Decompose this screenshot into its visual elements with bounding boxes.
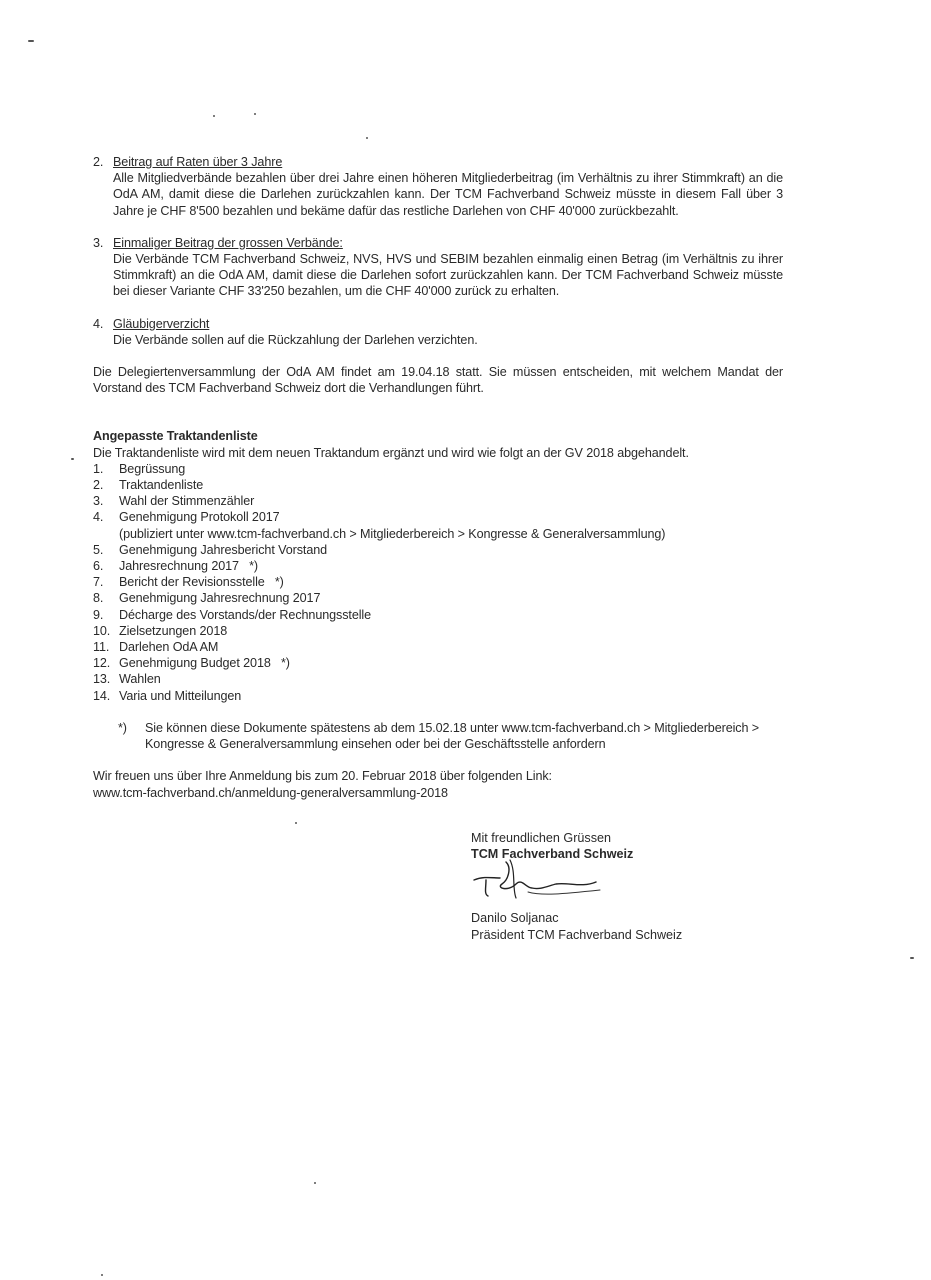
delegates-paragraph: Die Delegiertenversammlung der OdA AM findet am 19.04.18 statt. Sie müssen entscheiden, mit welchem Mandat der Vorstand des TCM Fachverband Schweiz dort die Verhandlungen führt. — [93, 365, 783, 396]
handwritten-signature — [472, 858, 612, 906]
agenda-item-text: Genehmigung Jahresrechnung 2017 — [119, 591, 321, 606]
signatory-name: Danilo Soljanac — [471, 911, 559, 926]
scan-speck — [28, 40, 34, 42]
agenda-item — [93, 671, 783, 687]
agenda-item-number: 9. — [93, 607, 104, 622]
agenda-item-text: Wahlen — [119, 672, 161, 687]
agenda-footnote — [93, 720, 783, 752]
agenda-item-number: 3. — [93, 494, 104, 509]
agenda-item-text: Genehmigung Jahresbericht Vorstand — [119, 542, 328, 557]
agenda-item — [93, 655, 783, 671]
option-item-4 — [93, 316, 783, 348]
signatory-role: Präsident TCM Fachverband Schweiz — [471, 927, 683, 942]
agenda-item — [93, 493, 783, 509]
agenda-item — [93, 509, 783, 541]
agenda-item-number: 1. — [93, 461, 104, 476]
agenda-heading: Angepasste Traktandenliste — [93, 429, 258, 444]
option-item-3 — [93, 235, 783, 300]
agenda-item — [93, 574, 783, 590]
scan-speck — [254, 113, 256, 115]
option-title: Beitrag auf Raten über 3 Jahre — [113, 155, 283, 169]
agenda-item-text: Jahresrechnung 2017 *) — [119, 559, 259, 574]
agenda-item-text: Genehmigung Protokoll 2017 — [119, 510, 280, 525]
agenda-item — [93, 558, 783, 574]
agenda-item — [93, 461, 783, 477]
agenda-item-number: 7. — [93, 575, 104, 590]
agenda-item-number: 12. — [93, 656, 111, 671]
option-item-2 — [93, 154, 783, 219]
option-number: 4. — [93, 316, 104, 331]
agenda-item-text: Wahl der Stimmenzähler — [119, 494, 255, 509]
scan-speck — [101, 1274, 103, 1276]
scan-speck — [910, 957, 914, 959]
agenda-item-text: Zielsetzungen 2018 — [119, 623, 228, 638]
agenda-item — [93, 623, 783, 639]
scan-speck — [314, 1182, 316, 1184]
option-number: 2. — [93, 155, 104, 169]
agenda-intro: Die Traktandenliste wird mit dem neuen Traktandum ergänzt und wird wie folgt an der GV 2018 abgehandelt. — [93, 445, 689, 460]
agenda-item — [93, 477, 783, 493]
agenda-item-subtext: (publiziert unter www.tcm-fachverband.ch > Mitgliederbereich > Kongresse & Generalversammlung) — [119, 526, 666, 541]
footnote-text: Sie können diese Dokumente spätestens ab dem 15.02.18 unter www.tcm-fachverband.ch > Mitgliederbereich > Kongresse & Generalversammlung einsehen oder bei der Geschäftsstelle anfordern — [145, 720, 760, 752]
document-body — [93, 154, 783, 801]
option-number: 3. — [93, 235, 104, 250]
scan-speck — [71, 458, 74, 460]
agenda-item-text: Darlehen OdA AM — [119, 640, 219, 655]
footnote-mark: *) — [118, 720, 127, 735]
option-body: Alle Mitgliedverbände bezahlen über drei Jahre einen höheren Mitgliederbeitrag (im Verhältnis zu ihrer Stimmkraft) an die OdA AM, damit diese die Darlehen zurückzahlen kann. Der TCM Fachverband Schweiz müsste in diesem Fall über 3 Jahre je CHF 8'500 bezahlen und bekäme dafür das restliche Darlehen von CHF 40'000 zurückbezahlt. — [113, 171, 783, 218]
closing-paragraph — [93, 768, 783, 800]
agenda-item-number: 10. — [93, 623, 111, 638]
agenda-item-text: Traktandenliste — [119, 478, 204, 493]
agenda-item-text: Varia und Mitteilungen — [119, 688, 242, 703]
agenda-item — [93, 607, 783, 623]
agenda-item-text: Bericht der Revisionsstelle *) — [119, 575, 284, 590]
agenda-item — [93, 542, 783, 558]
agenda-item-text: Begrüssung — [119, 461, 186, 476]
scan-speck — [295, 822, 297, 824]
agenda-item — [93, 639, 783, 655]
option-title: Einmaliger Beitrag der grossen Verbände: — [113, 235, 343, 250]
agenda-item — [93, 688, 783, 704]
agenda-item-text: Genehmigung Budget 2018 *) — [119, 656, 290, 671]
closing-text: Wir freuen uns über Ihre Anmeldung bis zum 20. Februar 2018 über folgenden Link: — [93, 769, 552, 784]
registration-link[interactable]: www.tcm-fachverband.ch/anmeldung-generalversammlung-2018 — [93, 785, 448, 800]
option-body: Die Verbände sollen auf die Rückzahlung der Darlehen verzichten. — [113, 332, 478, 347]
scan-speck — [366, 137, 368, 139]
agenda-item-number: 2. — [93, 478, 104, 493]
agenda-item-number: 4. — [93, 510, 104, 525]
agenda-item-number: 6. — [93, 559, 104, 574]
signature-organization: TCM Fachverband Schweiz — [471, 847, 634, 862]
scan-speck — [213, 115, 215, 117]
option-body: Die Verbände TCM Fachverband Schweiz, NVS, HVS und SEBIM bezahlen einmalig einen Betrag (im Verhältnis zu ihrer Stimmkraft) an die OdA AM, damit diese die Darlehen sofort zurückzahlen kann. Der TCM Fachverband Schweiz müsste bei dieser Variante CHF 33'250 bezahlen, um die CHF 40'000 zurück zu erhalten. — [113, 252, 783, 299]
agenda-item-number: 11. — [93, 640, 110, 655]
agenda-item — [93, 590, 783, 606]
option-title: Gläubigerverzicht — [113, 316, 210, 331]
agenda-item-number: 13. — [93, 672, 111, 687]
agenda-item-text: Décharge des Vorstands/der Rechnungsstelle — [119, 607, 372, 622]
agenda-item-number: 14. — [93, 688, 111, 703]
greeting: Mit freundlichen Grüssen — [471, 831, 611, 845]
agenda-list — [93, 461, 783, 704]
agenda-item-number: 8. — [93, 591, 104, 606]
agenda-item-number: 5. — [93, 542, 104, 557]
